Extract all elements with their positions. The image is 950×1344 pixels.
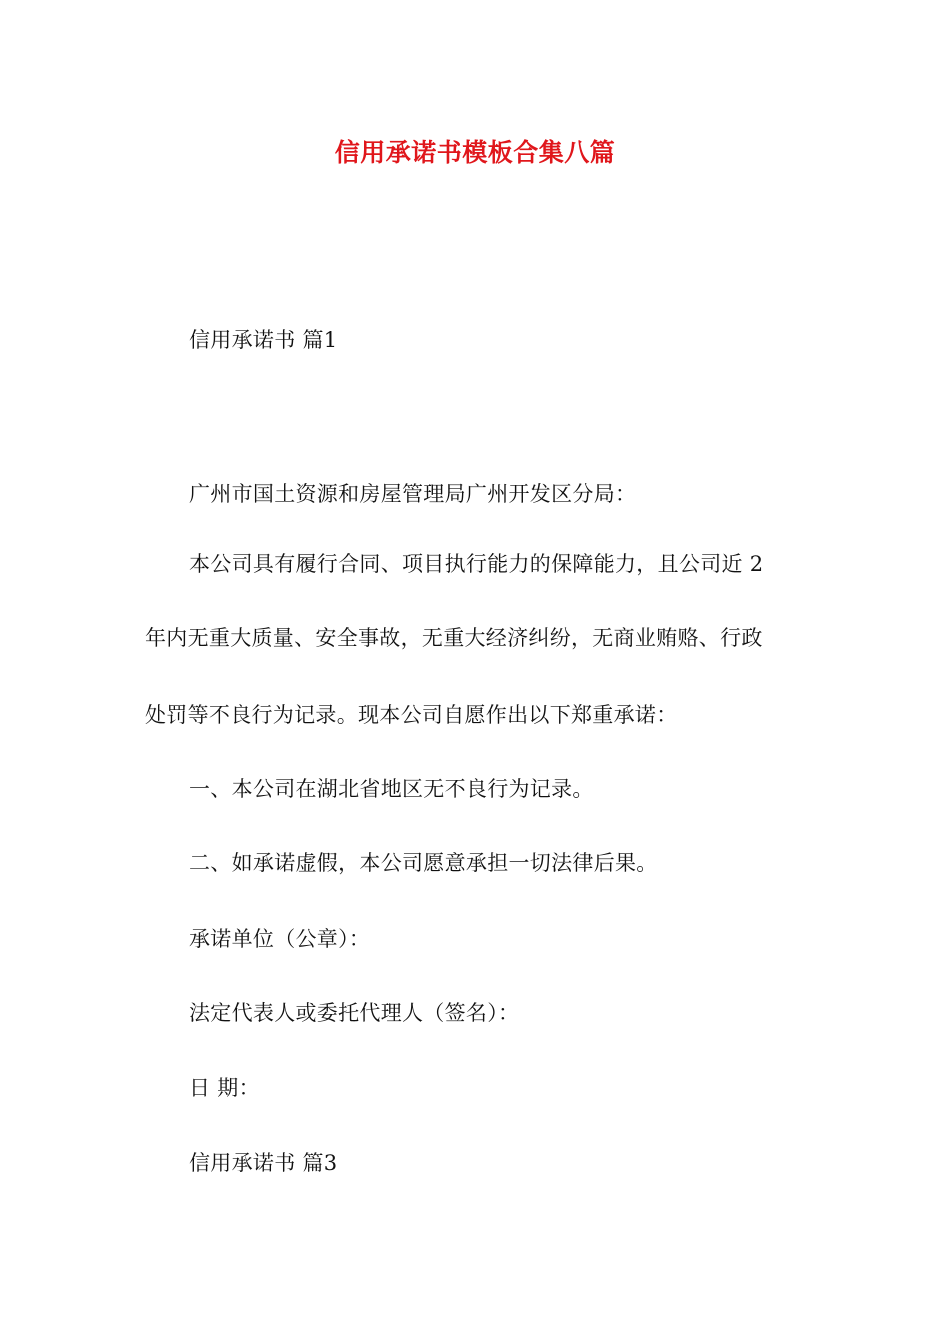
signer-unit-label: 承诺单位（公章）： xyxy=(189,927,371,951)
paragraph-line-2: 年内无重大质量、安全事故，无重大经济纠纷，无商业贿赂、行政 xyxy=(145,626,763,650)
addressee: 广州市国土资源和房屋管理局广州开发区分局： xyxy=(189,482,637,506)
section-heading-3: 信用承诺书 篇3 xyxy=(189,1151,338,1175)
section-heading-1: 信用承诺书 篇1 xyxy=(189,328,338,352)
commitment-item-2: 二、如承诺虚假，本公司愿意承担一切法律后果。 xyxy=(189,851,658,875)
commitment-item-1: 一、本公司在湖北省地区无不良行为记录。 xyxy=(189,777,594,801)
date-label: 日 期： xyxy=(189,1076,260,1100)
signer-person-label: 法定代表人或委托代理人（签名）： xyxy=(189,1001,520,1025)
document-title: 信用承诺书模板合集八篇 xyxy=(334,138,616,167)
paragraph-line-1: 本公司具有履行合同、项目执行能力的保障能力，且公司近 2 xyxy=(189,552,764,576)
paragraph-line-3: 处罚等不良行为记录。现本公司自愿作出以下郑重承诺： xyxy=(145,703,678,727)
